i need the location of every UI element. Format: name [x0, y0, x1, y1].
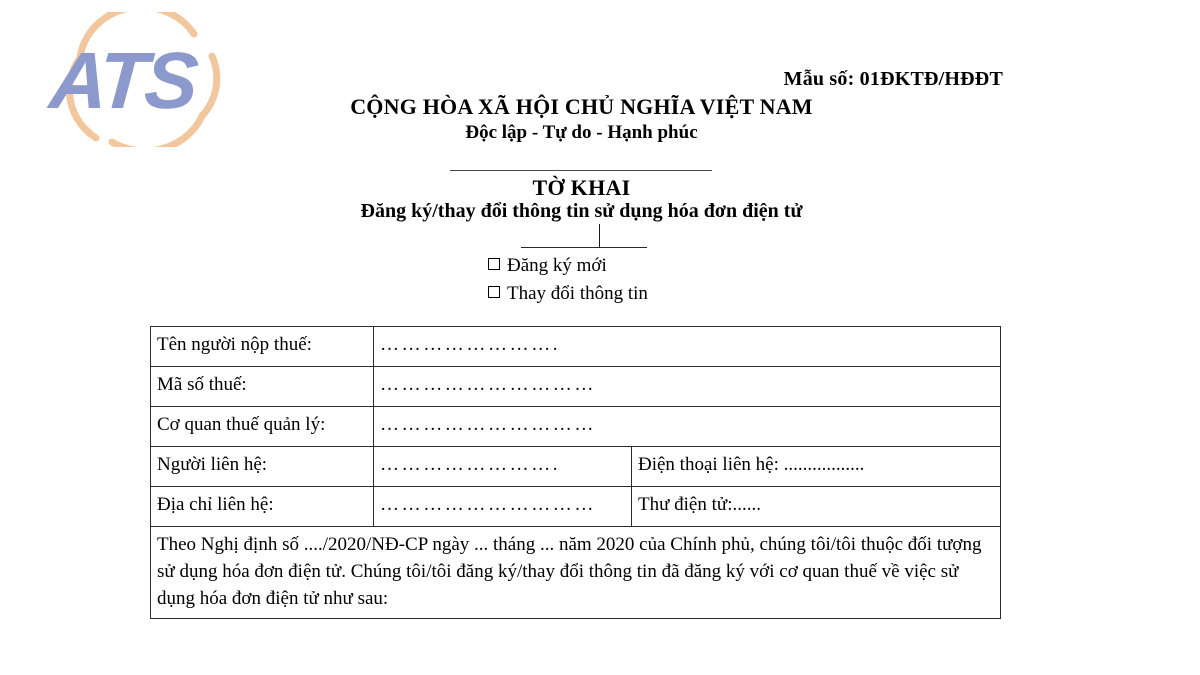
registration-type-group [488, 252, 648, 308]
field-label-ma-so-thue: Mã số thuế: [151, 367, 374, 407]
checkbox-label: Đăng ký mới [507, 255, 607, 276]
checkbox-divider [521, 247, 647, 248]
table-row [151, 327, 1001, 367]
decree-paragraph-text: Theo Nghị định số ..../2020/NĐ-CP ngày ... tháng ... năm 2020 của Chính phủ, chúng tôi/tôi thuộc đối tượng sử dụng hóa đơn điện tử. Chúng tôi/tôi đăng ký/thay đổi thông tin đã đăng ký với cơ quan thuế về việc sử dụng hóa đơn điện tử như sau: [157, 534, 982, 609]
table-row [151, 407, 1001, 447]
field-label-nguoi-lien-he: Người liên hệ: [151, 447, 374, 487]
decree-paragraph [151, 527, 1001, 619]
field-thu-dien-tu[interactable]: Thư điện tử:...... [632, 487, 1001, 527]
checkbox-icon[interactable] [488, 286, 500, 298]
text-caret [599, 224, 600, 248]
checkbox-label: Thay đổi thông tin [507, 283, 648, 304]
field-dien-thoai-lien-he[interactable]: Điện thoại liên hệ: ................. [632, 447, 1001, 487]
checkbox-dang-ky-moi[interactable] [488, 252, 648, 280]
field-label-co-quan-thue-quan-ly: Cơ quan thuế quản lý: [151, 407, 374, 447]
field-label-ten-nguoi-nop-thue: Tên người nộp thuế: [151, 327, 374, 367]
checkbox-icon[interactable] [488, 258, 500, 270]
field-value-ten-nguoi-nop-thue[interactable]: ……………………. [374, 327, 1001, 367]
logo-wordmark: ATS [46, 36, 199, 125]
field-label-dia-chi-lien-he: Địa chỉ liên hệ: [151, 487, 374, 527]
taxpayer-info-table [150, 326, 1001, 619]
nation-heading: CỘNG HÒA XÃ HỘI CHỦ NGHĨA VIỆT NAM [350, 94, 813, 119]
table-row [151, 367, 1001, 407]
table-row [151, 447, 1001, 487]
field-value-nguoi-lien-he[interactable]: ……………………. [374, 447, 632, 487]
field-value-co-quan-thue-quan-ly[interactable]: ………………………… [374, 407, 1001, 447]
motto-divider [450, 170, 712, 171]
field-value-dia-chi-lien-he[interactable]: ………………………… [374, 487, 632, 527]
form-code: Mẫu số: 01ĐKTĐ/HĐĐT [783, 68, 1003, 90]
page-title: TỜ KHAI [532, 175, 631, 200]
field-value-ma-so-thue[interactable]: ………………………… [374, 367, 1001, 407]
page-subtitle: Đăng ký/thay đổi thông tin sử dụng hóa đơn điện tử [360, 200, 803, 222]
table-row [151, 527, 1001, 619]
motto-heading: Độc lập - Tự do - Hạnh phúc [465, 122, 698, 143]
checkbox-thay-doi-thong-tin[interactable] [488, 280, 648, 308]
table-row [151, 487, 1001, 527]
